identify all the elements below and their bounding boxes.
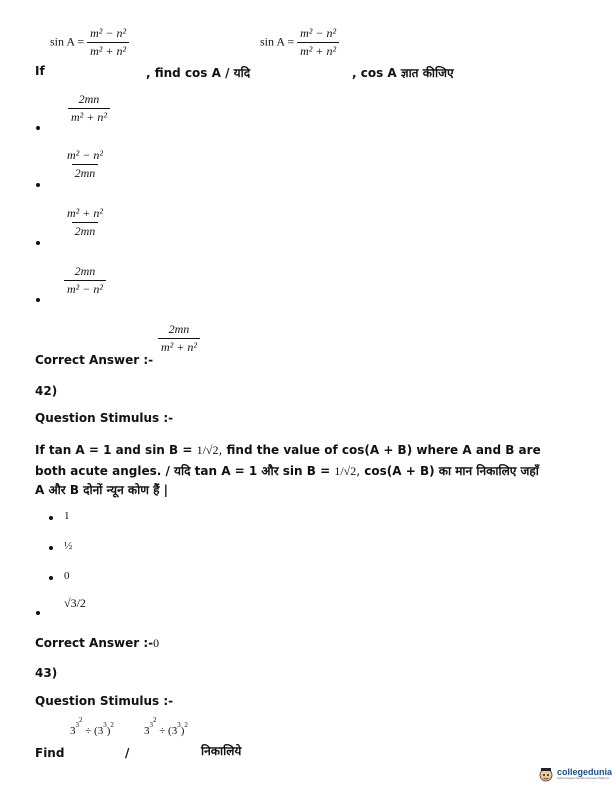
option-bullet[interactable] (49, 516, 53, 520)
q43-stimulus-label: Question Stimulus :- (35, 694, 174, 708)
q42-answer-value: 0 (153, 636, 160, 650)
q42-line2-b: cos(A + B) का मान निकालिए जहाँ (364, 464, 539, 478)
given-numerator: m² − n² (90, 26, 127, 40)
given-lhs: sin A = (50, 34, 85, 49)
answer-denominator: m² + n² (158, 338, 200, 355)
option-bullet[interactable] (49, 576, 53, 580)
q43-find: Find (35, 746, 65, 760)
q42-line1-a: If tan A = 1 and sin B = (35, 443, 193, 457)
q42-line1: If tan A = 1 and sin B = 1/√2, find the value of cos(A + B) where A and B are (35, 443, 541, 457)
q43-expression: $3^{3^2} \div (3^3)^2$ (70, 716, 114, 737)
q42-number: 42) (35, 384, 58, 398)
given-numerator-hindi: m² − n² (300, 26, 337, 40)
given-lhs-hindi: sin A = (260, 34, 295, 49)
q41-option-2[interactable] (64, 148, 106, 181)
q42-correct-answer-label: Correct Answer :- (35, 636, 154, 650)
option-numerator: 2mn (78, 92, 100, 106)
q42-stimulus-label: Question Stimulus :- (35, 411, 174, 425)
q43-expression-hindi: $3^{3^2} \div (3^3)^2$ (144, 716, 188, 737)
q42-option-2[interactable]: ½ (64, 540, 73, 552)
option-denominator: 2mn (72, 164, 99, 181)
q42-line2: both acute angles. / यदि tan A = 1 और sin B = 1/√2, cos(A + B) का मान निकालिए जहाँ (35, 464, 539, 478)
q41-if: If (35, 64, 45, 78)
sinb-value-hindi: 1/√2 (334, 464, 357, 478)
q41-option-3[interactable] (64, 206, 106, 239)
q42-option-3[interactable]: 0 (64, 570, 70, 582)
given-fraction (87, 26, 129, 59)
option-bullet[interactable] (36, 298, 40, 302)
option-bullet[interactable] (36, 126, 40, 130)
q42-correct-answer (35, 636, 159, 651)
option-numerator: m² + n² (67, 206, 103, 220)
option-bullet[interactable] (36, 183, 40, 187)
option-denominator: 2mn (72, 222, 99, 239)
sinb-value: 1/√2 (196, 443, 219, 457)
q41-end-text: , cos A ज्ञात कीजिए (352, 66, 454, 80)
given-fraction-hindi (297, 26, 339, 59)
q42-option-1[interactable]: 1 (64, 510, 70, 522)
option-numerator: 2mn (74, 264, 96, 278)
q41-given-expression (50, 26, 129, 59)
option-numerator: m² − n² (67, 148, 103, 162)
collegedunia-logo (538, 766, 612, 782)
q42-line1-b: find the value of cos(A + B) where A and B are (226, 443, 541, 457)
q42-line2-a: both acute angles. / यदि tan A = 1 और sin B = (35, 464, 331, 478)
given-denominator-hindi: m² + n² (297, 42, 339, 59)
option-denominator: m² − n² (64, 280, 106, 297)
option-bullet[interactable] (36, 611, 40, 615)
q41-answer-fraction (158, 322, 200, 355)
option-bullet[interactable] (36, 241, 40, 245)
q42-option-4[interactable]: √3/2 (64, 596, 86, 610)
answer-numerator: 2mn (168, 322, 190, 336)
brand-tagline: India's largest Student Review Platform (557, 776, 610, 780)
brand-name: collegedunia (557, 767, 612, 777)
option-bullet[interactable] (49, 546, 53, 550)
given-denominator: m² + n² (87, 42, 129, 59)
q43-slash: / (125, 746, 130, 760)
q43-number: 43) (35, 666, 58, 680)
q42-line3: A और B दोनों न्यून कोण हैं | (35, 483, 169, 497)
q41-option-1[interactable] (68, 92, 110, 125)
q41-given-expression-hindi (260, 26, 339, 59)
option-denominator: m² + n² (68, 108, 110, 125)
q41-correct-answer-label: Correct Answer :- (35, 353, 154, 367)
q41-option-4[interactable] (64, 264, 106, 297)
q41-mid-text: , find cos A / यदि (146, 66, 251, 80)
mascot-icon (538, 766, 554, 782)
q43-find-hindi: निकालिये (201, 744, 242, 758)
